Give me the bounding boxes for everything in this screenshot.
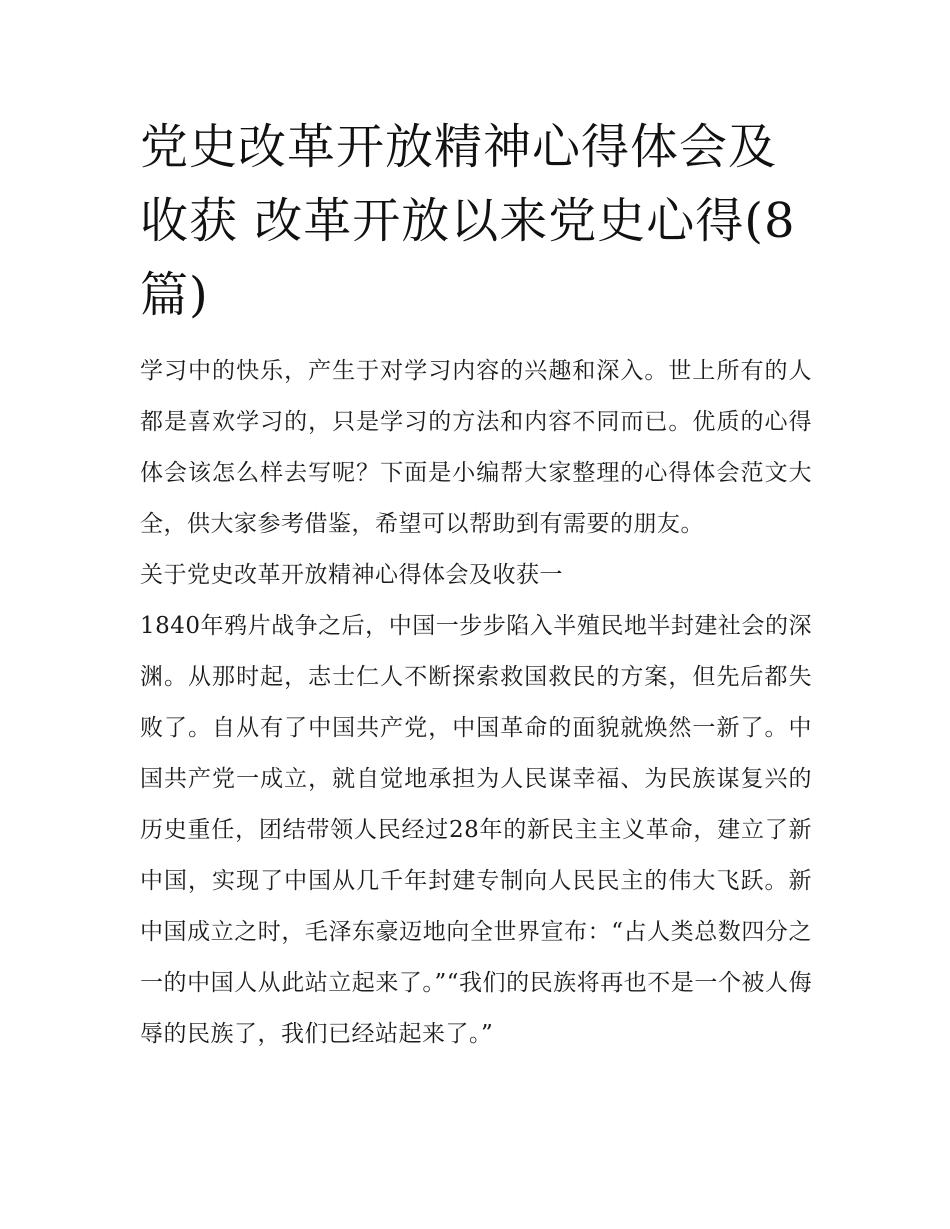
section-heading: 关于党史改革开放精神心得体会及收获一 bbox=[140, 562, 563, 588]
body-paragraph: 1840年鸦片战争之后，中国一步步陷入半殖民地半封建社会的深渊。从那时起，志士仁人不断探索救国救民的方案，但先后都失败了。自从有了中国共产党，中国革命的面貌就焕然一新了。中国共产党一成立，就自觉地承担为人民谋幸福、为民族谋复兴的历史重任，团结带领人民经过28年的新民主主义革命，建立了新中国，实现了中国从几千年封建专制向人民民主的伟大飞跃。新中国成立之时，毛泽东豪迈地向全世界宣布：“占人类总数四分之一的中国人从此站立起来了。”“我们的民族将再也不是一个被人侮辱的民族了，我们已经站起来了。” bbox=[140, 613, 812, 1047]
document-content bbox=[140, 110, 812, 1060]
intro-paragraph: 学习中的快乐，产生于对学习内容的兴趣和深入。世上所有的人都是喜欢学习的，只是学习的方法和内容不同而已。优质的心得体会该怎么样去写呢？下面是小编帮大家整理的心得体会范文大全，供大家参考借鉴，希望可以帮助到有需要的朋友。 bbox=[140, 358, 812, 537]
document-title: 党史改革开放精神心得体会及收获 改革开放以来党史心得(8篇) bbox=[140, 119, 796, 323]
